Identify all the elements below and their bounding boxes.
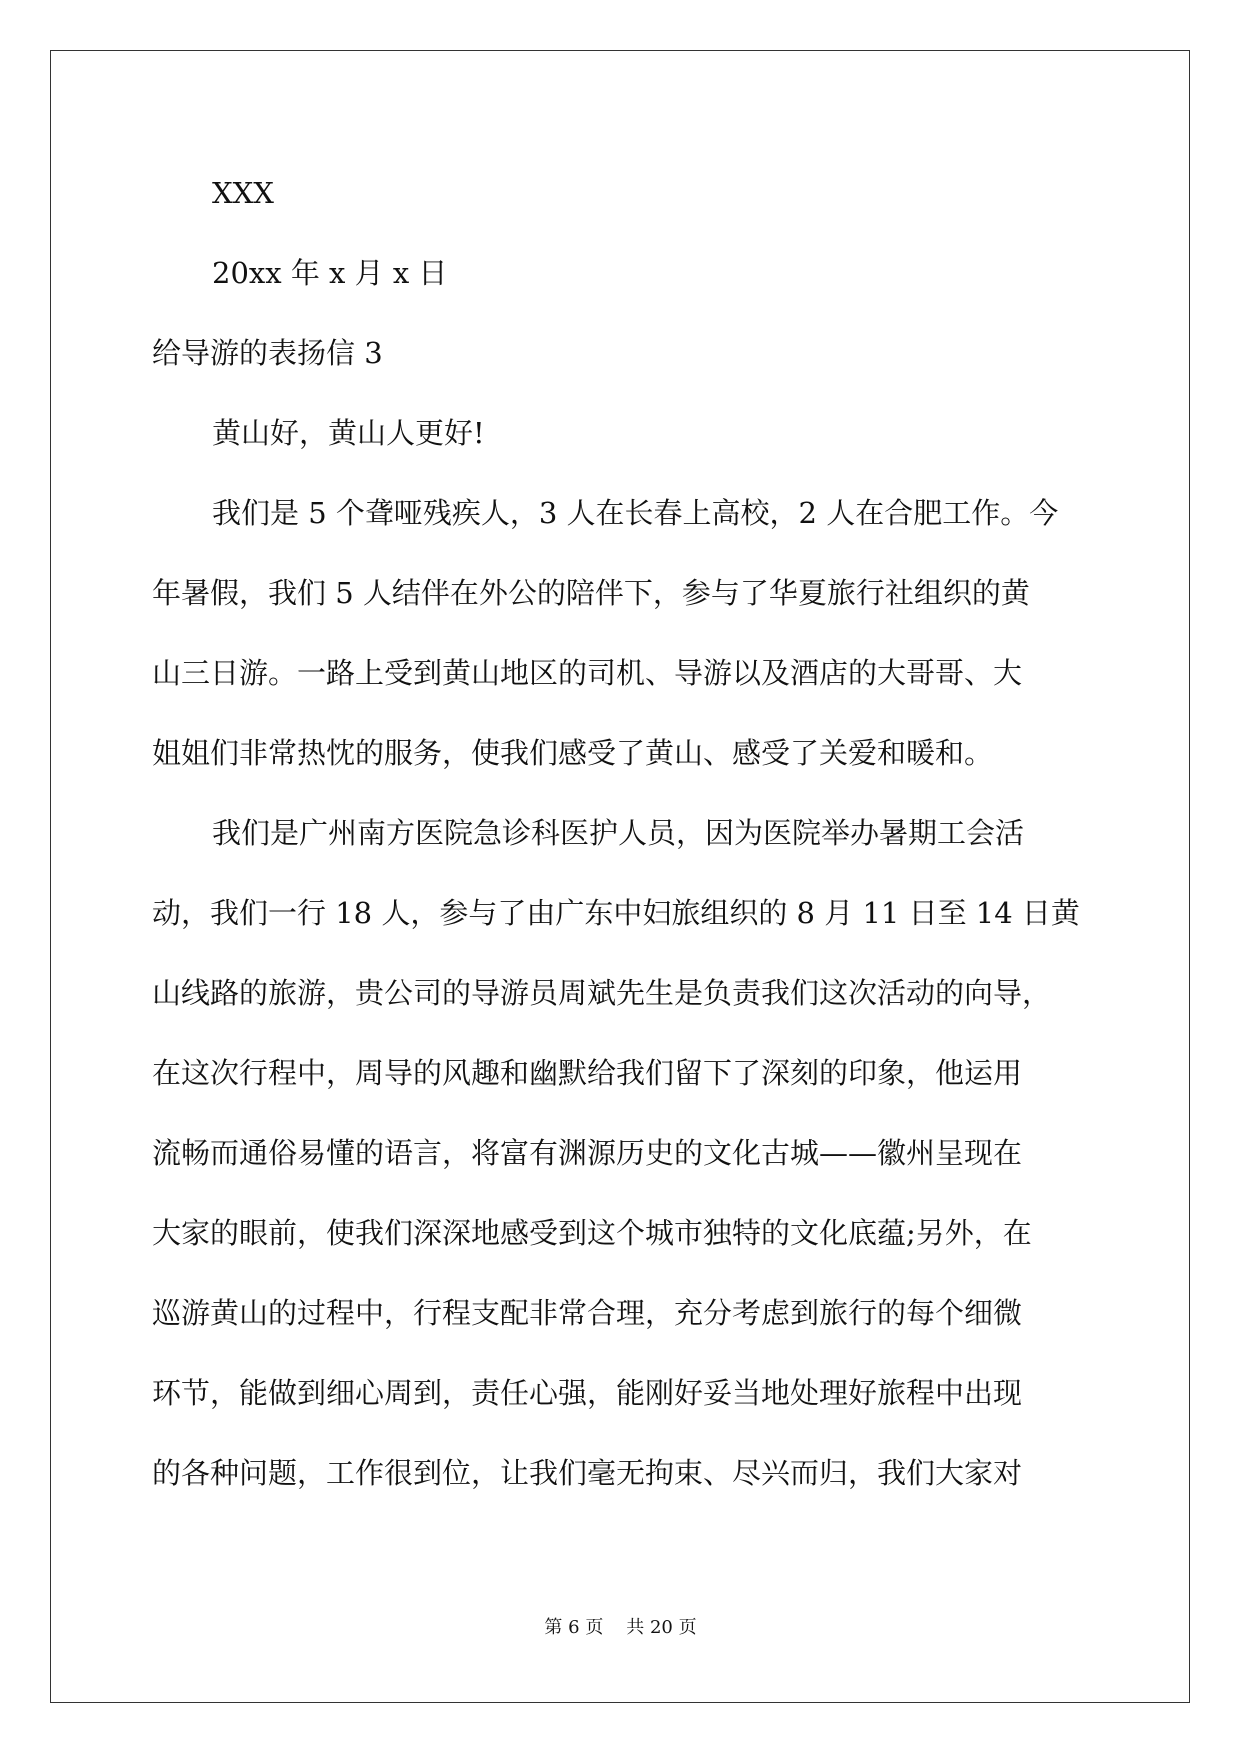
paragraph-2-line: 山线路的旅游，贵公司的导游员周斌先生是负责我们这次活动的向导，: [152, 976, 1052, 1010]
paragraph-1-line: 年暑假，我们 5 人结伴在外公的陪伴下，参与了华夏旅行社组织的黄: [152, 576, 1030, 610]
paragraph-2-line: 大家的眼前，使我们深深地感受到这个城市独特的文化底蕴;另外，在: [152, 1216, 1032, 1250]
paragraph-2-line: 的各种问题，工作很到位，让我们毫无拘束、尽兴而归，我们大家对: [152, 1456, 1023, 1490]
paragraph-1-line: 姐姐们非常热忱的服务，使我们感受了黄山、感受了关爱和暖和。: [152, 736, 994, 770]
paragraph-2-line: 环节，能做到细心周到，责任心强，能刚好妥当地处理好旅程中出现: [152, 1376, 1023, 1410]
total-pages: 共 20 页: [626, 1617, 697, 1638]
page-footer: [0, 1616, 1241, 1640]
paragraph-2-line: 流畅而通俗易懂的语言，将富有渊源历史的文化古城——徽州呈现在: [152, 1136, 1023, 1170]
paragraph-2-line: 在这次行程中，周导的风趣和幽默给我们留下了深刻的印象，他运用: [152, 1056, 1023, 1090]
paragraph-2-line: 动，我们一行 18 人，参与了由广东中妇旅组织的 8 月 11 日至 14 日黄: [152, 896, 1080, 930]
paragraph-2-line: 巡游黄山的过程中，行程支配非常合理，充分考虑到旅行的每个细微: [152, 1296, 1023, 1330]
signature: XXX: [212, 176, 274, 210]
greeting: 黄山好，黄山人更好!: [212, 416, 485, 450]
paragraph-2-line: 我们是广州南方医院急诊科医护人员，因为医院举办暑期工会活: [212, 816, 1025, 850]
letter-heading: 给导游的表扬信 3: [152, 336, 383, 370]
date-line: 20xx 年 x 月 x 日: [212, 256, 448, 290]
paragraph-1-line: 我们是 5 个聋哑残疾人，3 人在长春上高校，2 人在合肥工作。今: [212, 496, 1059, 530]
paragraph-1-line: 山三日游。一路上受到黄山地区的司机、导游以及酒店的大哥哥、大: [152, 656, 1023, 690]
page-number: 第 6 页: [544, 1617, 604, 1638]
